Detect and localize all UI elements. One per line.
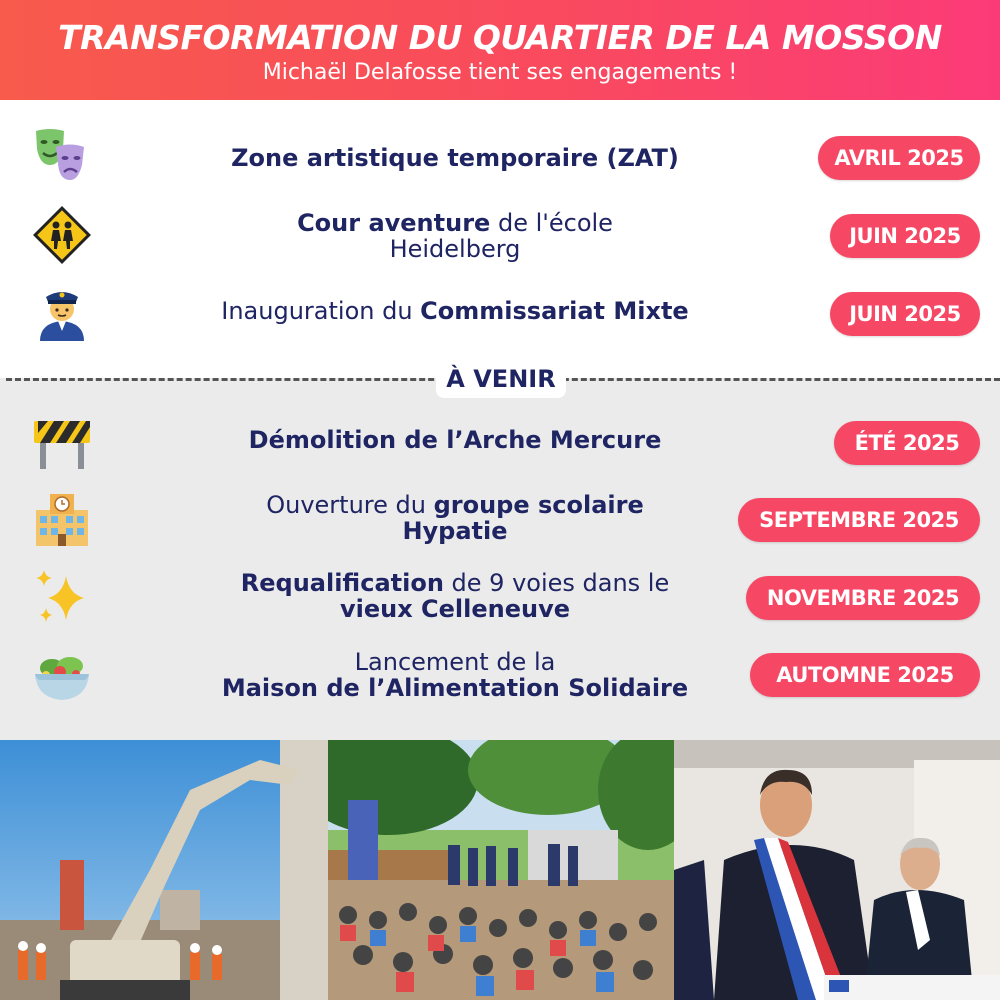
list-item — [0, 644, 1000, 724]
list-item — [0, 200, 1000, 280]
date-badge: JUIN 2025 — [830, 214, 980, 258]
date-badge: NOVEMBRE 2025 — [746, 576, 980, 620]
sparkles-icon — [32, 568, 92, 628]
date-badge: SEPTEMBRE 2025 — [738, 498, 980, 542]
item-text — [150, 427, 760, 453]
date-badge: AUTOMNE 2025 — [750, 653, 980, 697]
item-text-regular: Lancement de la — [354, 648, 556, 676]
item-text-bold: vieux Celleneuve — [339, 595, 571, 623]
officials-photo — [674, 740, 1000, 1000]
list-item — [0, 488, 1000, 563]
item-text — [150, 210, 760, 262]
list-item — [0, 280, 1000, 360]
date-badge: AVRIL 2025 — [818, 136, 980, 180]
item-text-regular: Ouverture du — [266, 491, 434, 519]
school-building-icon — [32, 490, 92, 550]
item-text-bold: Cour aventure — [297, 209, 491, 237]
date-badge: JUIN 2025 — [830, 292, 980, 336]
police-officer-icon — [32, 283, 92, 343]
list-item — [0, 413, 1000, 483]
school-crossing-icon — [32, 205, 92, 265]
item-text — [150, 649, 760, 701]
upcoming-section — [0, 378, 1000, 740]
item-text-bold: Hypatie — [402, 517, 508, 545]
upcoming-label: À VENIR — [436, 360, 566, 398]
item-text-bold: Commissariat Mixte — [420, 297, 689, 325]
list-item — [0, 566, 1000, 641]
item-text-regular: de 9 voies dans le — [443, 569, 670, 597]
construction-barrier-icon — [32, 415, 92, 475]
demolition-photo — [0, 740, 328, 1000]
item-text — [150, 298, 760, 324]
item-text-regular: de l'école — [490, 209, 613, 237]
header-banner — [0, 0, 1000, 100]
date-badge: ÉTÉ 2025 — [834, 421, 980, 465]
item-text-bold: Zone artistique temporaire (ZAT) — [231, 144, 679, 172]
list-item — [0, 120, 1000, 200]
item-text-bold: Maison de l’Alimentation Solidaire — [221, 674, 689, 702]
item-text — [150, 570, 760, 622]
page-title: TRANSFORMATION DU QUARTIER DE LA MOSSON — [58, 18, 942, 57]
photo-strip — [0, 740, 1000, 1000]
item-text — [150, 145, 760, 171]
page-subtitle: Michaël Delafosse tient ses engagements ! — [262, 60, 738, 85]
item-text-bold: groupe scolaire — [433, 491, 644, 519]
item-text-bold: Démolition de l’Arche Mercure — [248, 426, 662, 454]
completed-section — [0, 100, 1000, 378]
item-text — [150, 492, 760, 544]
theater-masks-icon — [32, 125, 92, 185]
school-event-photo — [328, 740, 674, 1000]
salad-bowl-icon — [32, 646, 92, 706]
item-text-regular: Inauguration du — [221, 297, 421, 325]
item-text-bold: Requalification — [240, 569, 444, 597]
item-text-regular: Heidelberg — [389, 235, 521, 263]
